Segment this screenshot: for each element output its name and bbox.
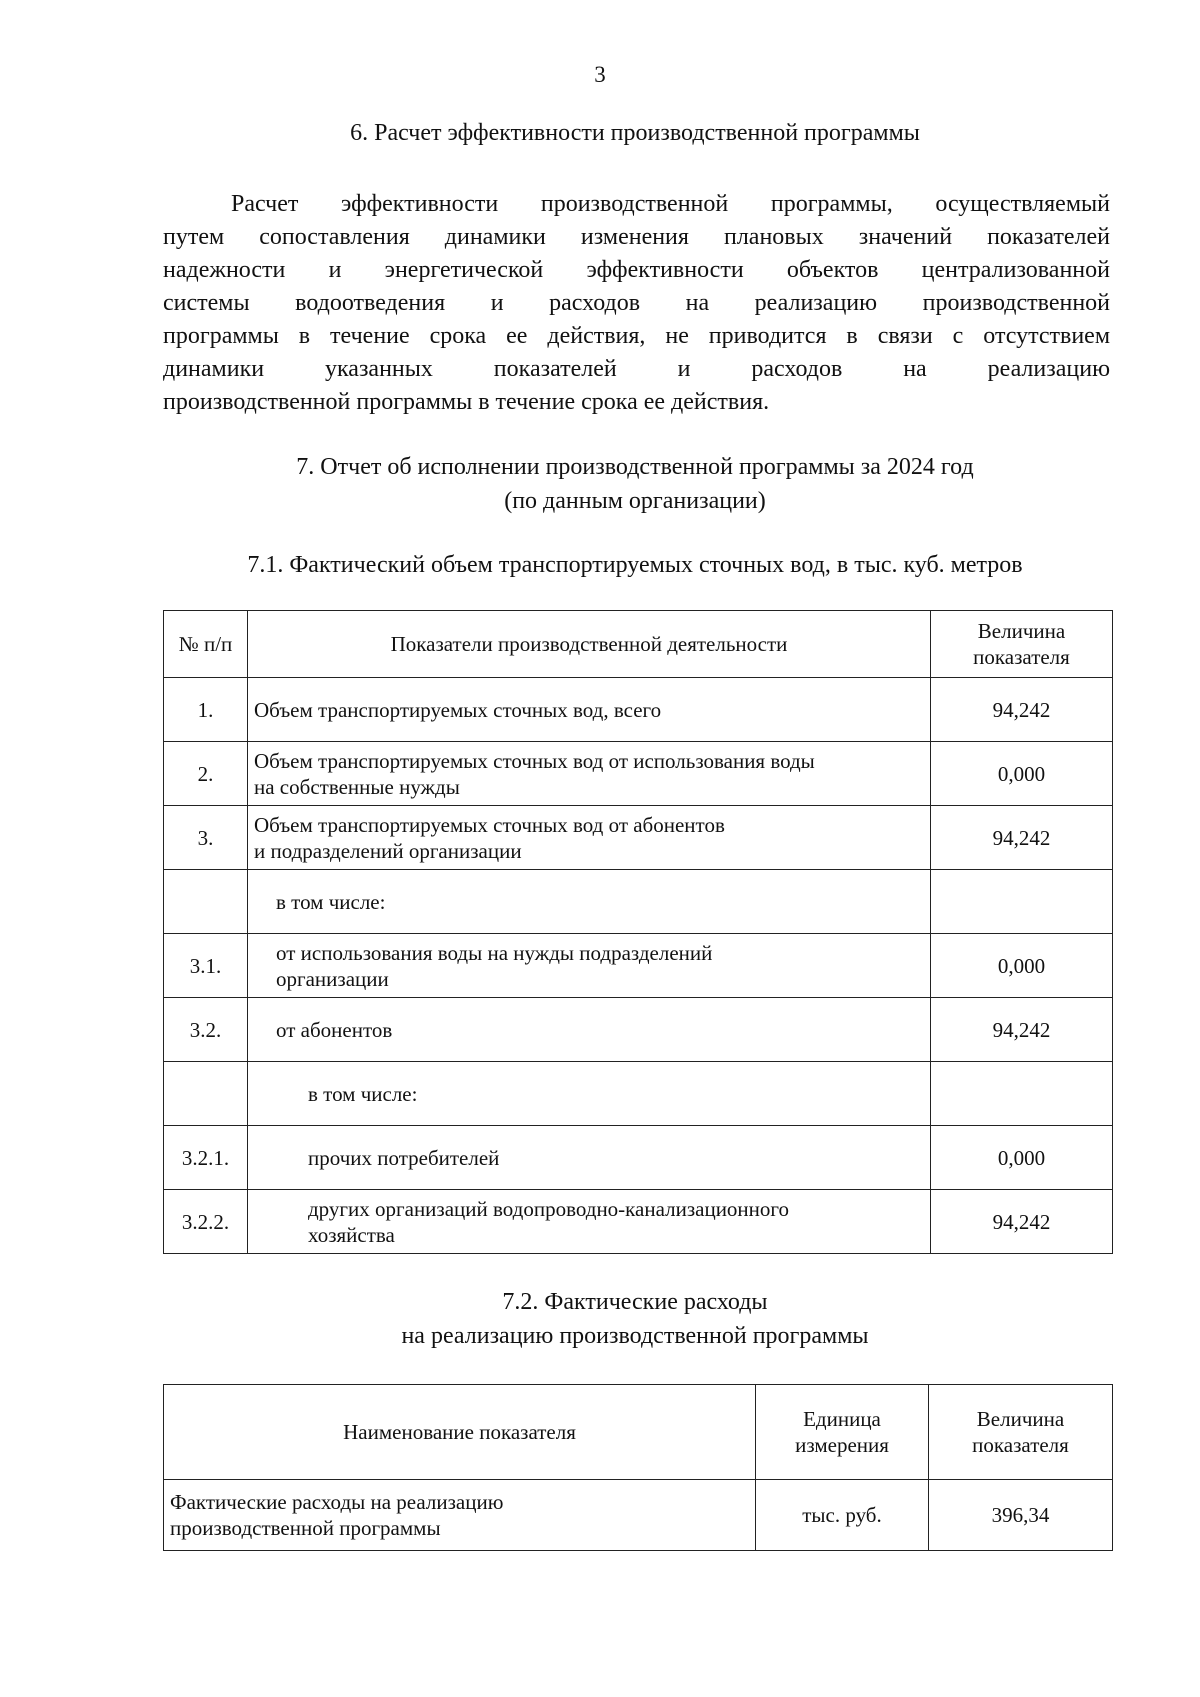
table-7-2-title-line2: на реализацию производственной программы [401,1323,869,1349]
row-name: прочих потребителей [248,1126,931,1190]
table-row [164,1190,1113,1254]
row-value: 396,34 [929,1480,1113,1551]
row-value: 94,242 [931,806,1113,870]
row-name: Фактические расходы на реализацию производственной программы [164,1480,756,1551]
table-7-2-title-line1: 7.2. Фактические расходы [502,1289,768,1315]
table-row [164,1480,1113,1551]
table-row [164,1126,1113,1190]
table-7-1-title: 7.1. Фактический объем транспортируемых сточных вод, в тыс. куб. метров [247,552,1023,578]
section-7-title [160,450,1110,518]
table-7-2-title [160,1285,1110,1353]
table-7-1 [163,610,1113,1254]
row-name: других организаций водопроводно-канализационного хозяйства [248,1190,931,1254]
row-value: 0,000 [931,742,1113,806]
table-row [164,1062,1113,1126]
paragraph-line: Расчет эффективности производственной программы, осуществляемый [231,191,1110,217]
table-row [164,998,1113,1062]
section-6-paragraph [163,188,1110,419]
row-num: 3.2.1. [164,1126,248,1190]
paragraph-line: системы водоотведения и расходов на реализацию производственной [163,290,1110,316]
table-row [164,806,1113,870]
row-name: в том числе: [248,1062,931,1126]
header-unit: Единица измерения [756,1385,929,1480]
row-value: 0,000 [931,934,1113,998]
paragraph-line: динамики указанных показателей и расходов на реализацию [163,356,1110,382]
header-name: Наименование показателя [164,1385,756,1480]
row-name: от абонентов [248,998,931,1062]
row-value: 94,242 [931,678,1113,742]
row-value: 94,242 [931,998,1113,1062]
row-value: 94,242 [931,1190,1113,1254]
table-header-row [164,611,1113,678]
table-row [164,870,1113,934]
section-7-title-line1: 7. Отчет об исполнении производственной программы за 2024 год [296,454,974,480]
row-num: 3.1. [164,934,248,998]
header-value: Величина показателя [929,1385,1113,1480]
header-value: Величина показателя [931,611,1113,678]
header-name: Показатели производственной деятельности [248,611,931,678]
paragraph-line: производственной программы в течение срока ее действия. [163,389,770,415]
paragraph-line: надежности и энергетической эффективности объектов централизованной [163,257,1110,283]
table-row [164,678,1113,742]
section-6-title: 6. Расчет эффективности производственной программы [350,120,920,146]
row-num: 1. [164,678,248,742]
paragraph-line: программы в течение срока ее действия, не приводится в связи с отсутствием [163,323,1110,349]
header-num: № п/п [164,611,248,678]
row-num [164,870,248,934]
table-row [164,934,1113,998]
row-name: в том числе: [248,870,931,934]
row-num: 3. [164,806,248,870]
row-value: 0,000 [931,1126,1113,1190]
row-name: Объем транспортируемых сточных вод от использования воды на собственные нужды [248,742,931,806]
page-number: 3 [594,62,606,87]
row-num [164,1062,248,1126]
table-header-row [164,1385,1113,1480]
row-num: 2. [164,742,248,806]
section-7-title-line2: (по данным организации) [504,488,766,514]
row-value [931,870,1113,934]
row-value [931,1062,1113,1126]
table-7-2 [163,1384,1113,1551]
row-unit: тыс. руб. [756,1480,929,1551]
paragraph-line: путем сопоставления динамики изменения плановых значений показателей [163,224,1110,250]
row-num: 3.2. [164,998,248,1062]
row-name: от использования воды на нужды подразделений организации [248,934,931,998]
row-num: 3.2.2. [164,1190,248,1254]
row-name: Объем транспортируемых сточных вод, всего [248,678,931,742]
table-row [164,742,1113,806]
row-name: Объем транспортируемых сточных вод от абонентов и подразделений организации [248,806,931,870]
